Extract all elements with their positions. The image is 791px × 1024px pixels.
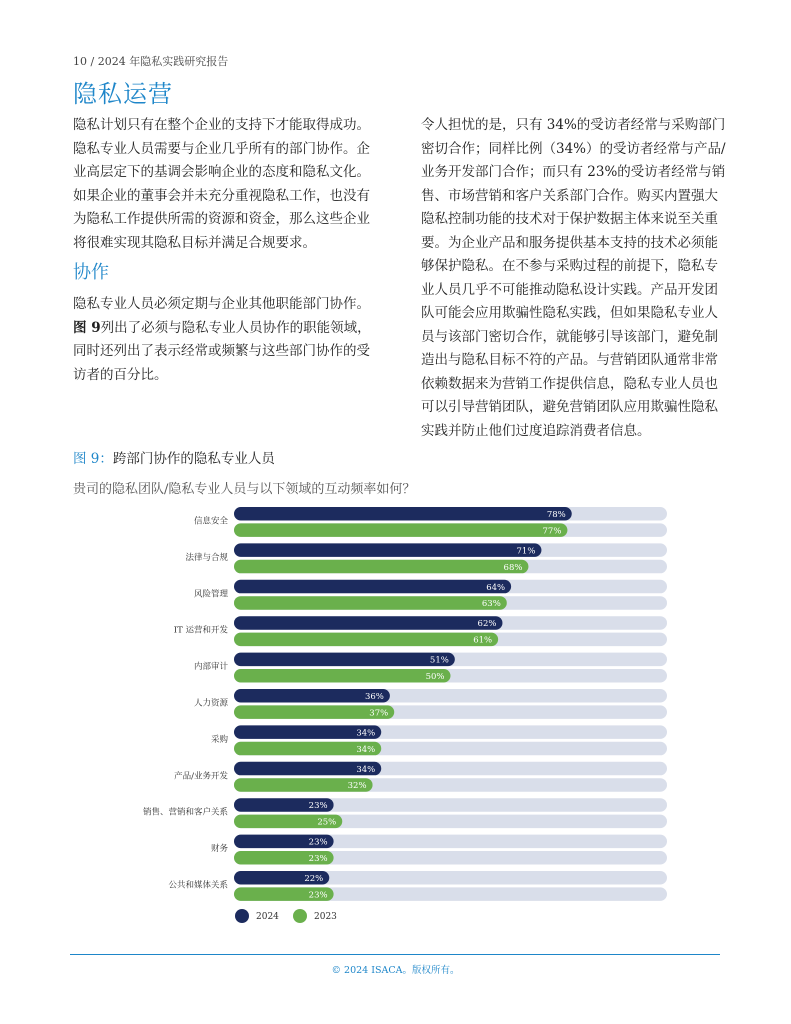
figure-reference: 图 9 (73, 319, 101, 336)
collab-paragraph (73, 293, 378, 387)
legend-marker-2023 (293, 909, 307, 923)
page-header (73, 53, 228, 69)
bar-2023 (234, 523, 567, 537)
data-label: 37% (369, 708, 389, 719)
legend-marker-2024 (235, 909, 249, 923)
data-label: 32% (347, 781, 367, 792)
section-title: 协作 (73, 262, 109, 283)
category-label: 财务 (210, 844, 228, 855)
data-label: 22% (304, 874, 324, 884)
page-title: 隐私运营 (73, 80, 173, 108)
data-label: 23% (308, 854, 328, 864)
data-label: 68% (503, 562, 523, 573)
category-label: 内部审计 (193, 662, 228, 673)
data-label: 34% (356, 764, 376, 775)
intro-paragraph: 隐私计划只有在整个企业的支持下才能取得成功。隐私专业人员需要与企业几乎所有的部门协作。企业高层定下的基调会影响企业的态度和隐私文化。如果企业的董事会并未充分重视隐私工作，也没有为隐私工作提供所需的资源和资金，那么这些企业将很难实现其隐私目标并满足合规要求。 (73, 117, 370, 251)
header-separator: / (90, 55, 95, 68)
data-label: 23% (308, 837, 328, 848)
category-label: 人力资源 (193, 698, 228, 709)
footer-divider (70, 954, 720, 955)
legend-label: 2023 (314, 912, 337, 922)
category-label: IT 运营和开发 (173, 625, 228, 636)
figure-question: 贵司的隐私团队/隐私专业人员与以下领域的互动频率如何？ (73, 482, 416, 497)
data-label: 34% (356, 728, 376, 739)
report-title: 2024 年隐私实践研究报告 (97, 55, 229, 68)
figure-label: 图 9： (73, 451, 113, 467)
bar-chart (0, 500, 791, 940)
data-label: 36% (364, 692, 384, 702)
data-label: 50% (425, 672, 445, 682)
data-label: 78% (546, 510, 566, 520)
bar-2023 (234, 669, 451, 683)
data-label: 25% (317, 817, 337, 828)
category-label: 销售、营销和客户关系 (142, 807, 228, 818)
bar-2024 (234, 543, 541, 557)
category-label: 产品/业务开发 (174, 771, 228, 782)
bar-2023 (234, 596, 507, 610)
category-label: 公共和媒体关系 (168, 880, 228, 891)
data-label: 63% (481, 599, 501, 610)
bar-2024 (234, 580, 511, 594)
category-label: 信息安全 (193, 516, 228, 527)
footer-copyright: © 2024 ISACA。版权所有。 (331, 965, 460, 976)
bar-2023 (234, 560, 528, 574)
right-paragraph: 令人担忧的是，只有 34%的受访者经常与采购部门密切合作；同样比例（34%）的受访者经常与产品/业务开发部门合作；而只有 23%的受访者经常与销售、市场营销和客户关系部门合作。购买内置强大隐私控制功能的技术对于保护数据主体来说至关重要。为企业产品和服务提供基本支持的技术必须能够保护隐私。在不参与采购过程的前提下，隐私专业人员几乎不可能推动隐私设计实践。产品开发团队可能会应用欺骗性隐私实践，但如果隐私专业人员与该部门密切合作，就能够引导该部门，避免制造出与隐私目标不符的产品。与营销团队通常非常依赖数据来为营销工作提供信息，隐私专业人员也可以引导营销团队，避免营销团队应用欺骗性隐私实践并防止他们过度追踪消费者信息。 (421, 117, 726, 439)
data-label: 23% (308, 890, 328, 901)
legend-label: 2024 (256, 912, 279, 922)
data-label: 23% (308, 801, 328, 812)
figure-title-text: 跨部门协作的隐私专业人员 (112, 451, 275, 467)
category-label: 风险管理 (193, 589, 228, 600)
category-label: 采购 (210, 734, 228, 745)
collab-text-before: 隐私专业人员必须定期与企业其他职能部门协作。 (73, 296, 370, 312)
data-label: 71% (516, 546, 536, 557)
bar-2023 (234, 633, 498, 647)
bar-2024 (234, 653, 455, 667)
figure-title (73, 447, 275, 467)
data-label: 77% (542, 526, 562, 537)
collab-text-after: 列出了必须与隐私专业人员协作的职能领域，同时还列出了表示经常或频繁与这些部门协作的受访者的百分比。 (73, 319, 371, 383)
data-label: 34% (356, 744, 376, 755)
page-number: 10 (73, 55, 87, 68)
data-label: 64% (486, 582, 506, 593)
data-label: 62% (477, 619, 497, 630)
category-label: 法律与合规 (185, 552, 228, 563)
data-label: 51% (429, 655, 449, 666)
bar-2024 (234, 507, 572, 521)
data-label: 61% (473, 635, 493, 646)
bar-2024 (234, 616, 502, 630)
